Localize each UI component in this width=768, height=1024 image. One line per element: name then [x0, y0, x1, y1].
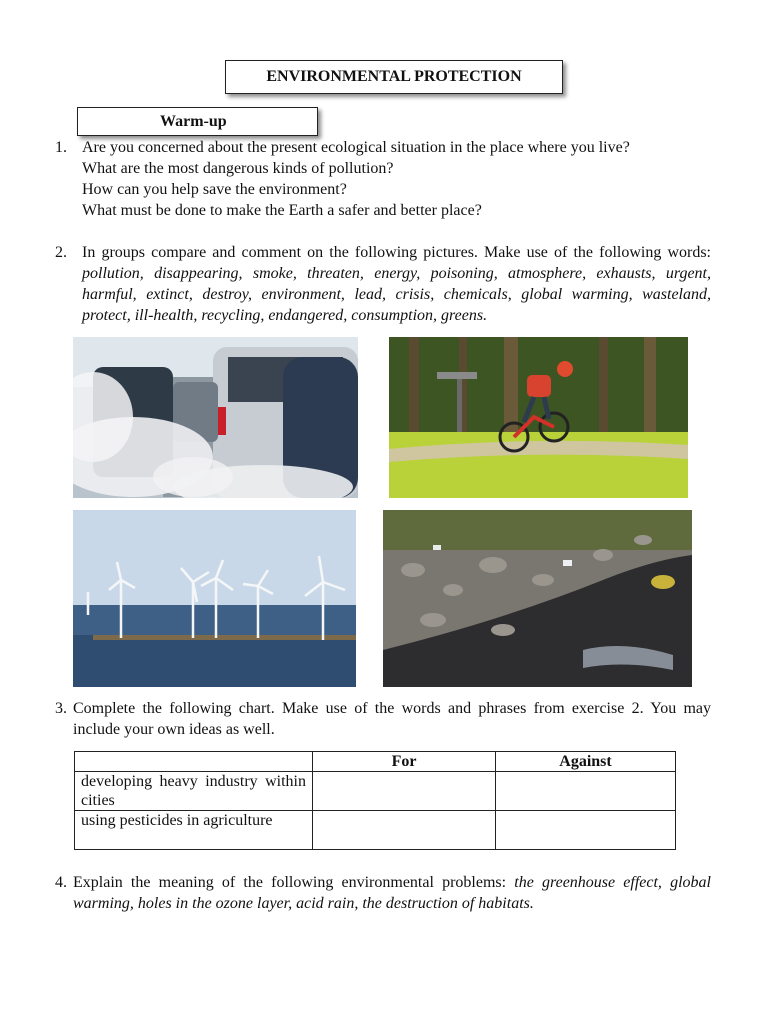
ex4-instructions — [73, 872, 711, 914]
chart-header-against: Against — [496, 752, 676, 772]
ex4-problem-list: the greenhouse effect, global warming, holes in the ozone layer, acid rain, the destruction of habitats. — [73, 874, 711, 912]
ex1-question-3: How can you help save the environment? — [82, 181, 347, 198]
ex2-number: 2. — [55, 244, 67, 261]
warmup-heading — [77, 107, 318, 136]
ex4-number: 4. — [55, 874, 67, 891]
cyclist-forest-photo — [389, 337, 688, 498]
page-title: ENVIRONMENTAL PROTECTION — [225, 60, 563, 94]
for-against-chart — [74, 751, 676, 850]
polluted-stream-photo — [383, 510, 692, 687]
ex1-question-2: What are the most dangerous kinds of pollution? — [82, 160, 394, 177]
ex2-intro: In groups compare and comment on the following pictures. Make use of the following words: — [82, 244, 711, 261]
wind-turbines-photo — [73, 510, 356, 687]
chart-for-cell[interactable] — [313, 772, 496, 811]
ex2-word-list: pollution, disappearing, smoke, threaten, energy, poisoning, atmosphere, exhausts, urgent, harmful, extinct, destroy, environment, lead, crisis, chemicals, global warming, wasteland, protect, ill-health, recycling, endangered, consumption, greens. — [82, 265, 711, 324]
ex2-instructions — [82, 242, 711, 326]
ex1-question-4: What must be done to make the Earth a safer and better place? — [82, 202, 482, 219]
chart-for-cell[interactable] — [313, 811, 496, 850]
table-row — [75, 772, 676, 811]
ex3-number: 3. — [55, 700, 67, 717]
chart-topic-cell: developing heavy industry within cities — [75, 772, 313, 811]
chart-against-cell[interactable] — [496, 811, 676, 850]
chart-topic-cell: using pesticides in agriculture — [75, 811, 313, 850]
ex1-question-1: Are you concerned about the present ecological situation in the place where you live? — [82, 139, 630, 156]
chart-header-row — [75, 752, 676, 772]
chart-header-topic — [75, 752, 313, 772]
warmup-label: Warm-up — [160, 113, 227, 130]
chart-header-for: For — [313, 752, 496, 772]
ex4-intro: Explain the meaning of the following environmental problems: — [73, 874, 515, 891]
ex3-instructions: Complete the following chart. Make use of the words and phrases from exercise 2. You may include your own ideas as well. — [73, 700, 711, 738]
ex1-number: 1. — [55, 139, 67, 156]
chart-against-cell[interactable] — [496, 772, 676, 811]
traffic-pollution-photo — [73, 337, 358, 498]
table-row — [75, 811, 676, 850]
